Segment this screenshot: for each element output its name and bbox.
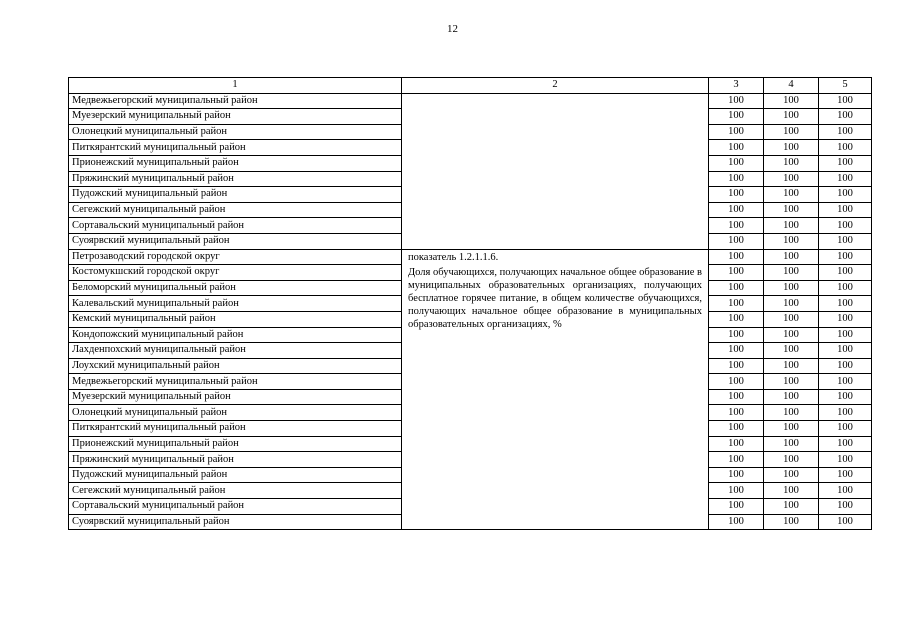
value-c3: 100 (709, 514, 764, 530)
value-c5: 100 (819, 483, 872, 499)
municipality-name: Сортавальский муниципальный район (69, 218, 402, 234)
value-c5: 100 (819, 327, 872, 343)
value-c3: 100 (709, 389, 764, 405)
value-c4: 100 (764, 93, 819, 109)
value-c5: 100 (819, 436, 872, 452)
value-c5: 100 (819, 499, 872, 515)
value-c5: 100 (819, 389, 872, 405)
value-c4: 100 (764, 327, 819, 343)
value-c5: 100 (819, 467, 872, 483)
municipality-name: Пудожский муниципальный район (69, 187, 402, 203)
value-c4: 100 (764, 343, 819, 359)
value-c4: 100 (764, 109, 819, 125)
value-c4: 100 (764, 171, 819, 187)
value-c4: 100 (764, 249, 819, 265)
value-c4: 100 (764, 389, 819, 405)
value-c4: 100 (764, 155, 819, 171)
value-c5: 100 (819, 280, 872, 296)
value-c3: 100 (709, 483, 764, 499)
municipality-name: Беломорский муниципальный район (69, 280, 402, 296)
indicator-code: показатель 1.2.1.1.6. (408, 251, 499, 263)
municipality-name: Сегежский муниципальный район (69, 202, 402, 218)
value-c3: 100 (709, 124, 764, 140)
value-c5: 100 (819, 218, 872, 234)
value-c3: 100 (709, 296, 764, 312)
value-c3: 100 (709, 280, 764, 296)
municipality-name: Кондопожский муниципальный район (69, 327, 402, 343)
value-c3: 100 (709, 109, 764, 125)
value-c5: 100 (819, 452, 872, 468)
table-row (69, 249, 872, 265)
municipality-name: Сегежский муниципальный район (69, 483, 402, 499)
value-c4: 100 (764, 436, 819, 452)
value-c5: 100 (819, 311, 872, 327)
header-col-3: 3 (709, 78, 764, 94)
value-c4: 100 (764, 421, 819, 437)
municipality-name: Питкярантский муниципальный район (69, 140, 402, 156)
municipality-name: Суоярвский муниципальный район (69, 514, 402, 530)
value-c5: 100 (819, 296, 872, 312)
municipality-name: Олонецкий муниципальный район (69, 124, 402, 140)
value-c4: 100 (764, 483, 819, 499)
table-body (69, 93, 872, 530)
header-col-1: 1 (69, 78, 402, 94)
municipality-name: Пудожский муниципальный район (69, 467, 402, 483)
value-c4: 100 (764, 467, 819, 483)
value-c3: 100 (709, 421, 764, 437)
value-c5: 100 (819, 249, 872, 265)
value-c3: 100 (709, 187, 764, 203)
value-c5: 100 (819, 265, 872, 281)
value-c3: 100 (709, 265, 764, 281)
value-c5: 100 (819, 233, 872, 249)
value-c4: 100 (764, 140, 819, 156)
value-c5: 100 (819, 374, 872, 390)
value-c5: 100 (819, 109, 872, 125)
header-col-4: 4 (764, 78, 819, 94)
value-c5: 100 (819, 405, 872, 421)
value-c5: 100 (819, 140, 872, 156)
value-c3: 100 (709, 374, 764, 390)
value-c3: 100 (709, 155, 764, 171)
value-c4: 100 (764, 265, 819, 281)
value-c3: 100 (709, 311, 764, 327)
municipality-name: Муезерский муниципальный район (69, 109, 402, 125)
municipality-name: Пряжинский муниципальный район (69, 452, 402, 468)
indicator-table (68, 77, 872, 530)
value-c4: 100 (764, 499, 819, 515)
value-c4: 100 (764, 233, 819, 249)
value-c3: 100 (709, 202, 764, 218)
indicator-description: Доля обучающихся, получающих начальное общее образование в муниципальных образовательных организациях, получающих бесплатное горячее питание, в общем количестве обучающихся, получающих начальное общее образование в муниципальных образовательных организациях, % (408, 266, 702, 330)
municipality-name: Костомукшский городской округ (69, 265, 402, 281)
municipality-name: Пряжинский муниципальный район (69, 171, 402, 187)
value-c3: 100 (709, 218, 764, 234)
value-c4: 100 (764, 311, 819, 327)
municipality-name: Суоярвский муниципальный район (69, 233, 402, 249)
header-col-2: 2 (402, 78, 709, 94)
table-row (69, 93, 872, 109)
value-c3: 100 (709, 467, 764, 483)
municipality-name: Лоухский муниципальный район (69, 358, 402, 374)
value-c3: 100 (709, 358, 764, 374)
value-c4: 100 (764, 280, 819, 296)
value-c4: 100 (764, 358, 819, 374)
value-c3: 100 (709, 452, 764, 468)
value-c4: 100 (764, 218, 819, 234)
value-c3: 100 (709, 343, 764, 359)
indicator-cell-empty (402, 93, 709, 249)
header-col-5: 5 (819, 78, 872, 94)
value-c4: 100 (764, 296, 819, 312)
value-c4: 100 (764, 202, 819, 218)
value-c3: 100 (709, 140, 764, 156)
value-c3: 100 (709, 171, 764, 187)
value-c5: 100 (819, 421, 872, 437)
municipality-name: Кемский муниципальный район (69, 311, 402, 327)
municipality-name: Петрозаводский городской округ (69, 249, 402, 265)
value-c4: 100 (764, 187, 819, 203)
value-c3: 100 (709, 405, 764, 421)
municipality-name: Прионежский муниципальный район (69, 436, 402, 452)
value-c3: 100 (709, 93, 764, 109)
value-c4: 100 (764, 405, 819, 421)
municipality-name: Прионежский муниципальный район (69, 155, 402, 171)
indicator-cell (402, 249, 709, 530)
municipality-name: Медвежьегорский муниципальный район (69, 93, 402, 109)
value-c4: 100 (764, 514, 819, 530)
value-c3: 100 (709, 436, 764, 452)
value-c3: 100 (709, 499, 764, 515)
value-c5: 100 (819, 124, 872, 140)
municipality-name: Лахденпохский муниципальный район (69, 343, 402, 359)
header-row (69, 78, 872, 94)
value-c5: 100 (819, 358, 872, 374)
value-c5: 100 (819, 514, 872, 530)
value-c5: 100 (819, 202, 872, 218)
municipality-name: Медвежьегорский муниципальный район (69, 374, 402, 390)
value-c5: 100 (819, 343, 872, 359)
value-c5: 100 (819, 155, 872, 171)
value-c3: 100 (709, 233, 764, 249)
value-c4: 100 (764, 124, 819, 140)
municipality-name: Олонецкий муниципальный район (69, 405, 402, 421)
value-c5: 100 (819, 93, 872, 109)
municipality-name: Калевальский муниципальный район (69, 296, 402, 312)
value-c4: 100 (764, 374, 819, 390)
page-number: 12 (447, 23, 458, 35)
value-c4: 100 (764, 452, 819, 468)
municipality-name: Муезерский муниципальный район (69, 389, 402, 405)
value-c5: 100 (819, 171, 872, 187)
value-c5: 100 (819, 187, 872, 203)
municipality-name: Сортавальский муниципальный район (69, 499, 402, 515)
value-c3: 100 (709, 327, 764, 343)
municipality-name: Питкярантский муниципальный район (69, 421, 402, 437)
value-c3: 100 (709, 249, 764, 265)
